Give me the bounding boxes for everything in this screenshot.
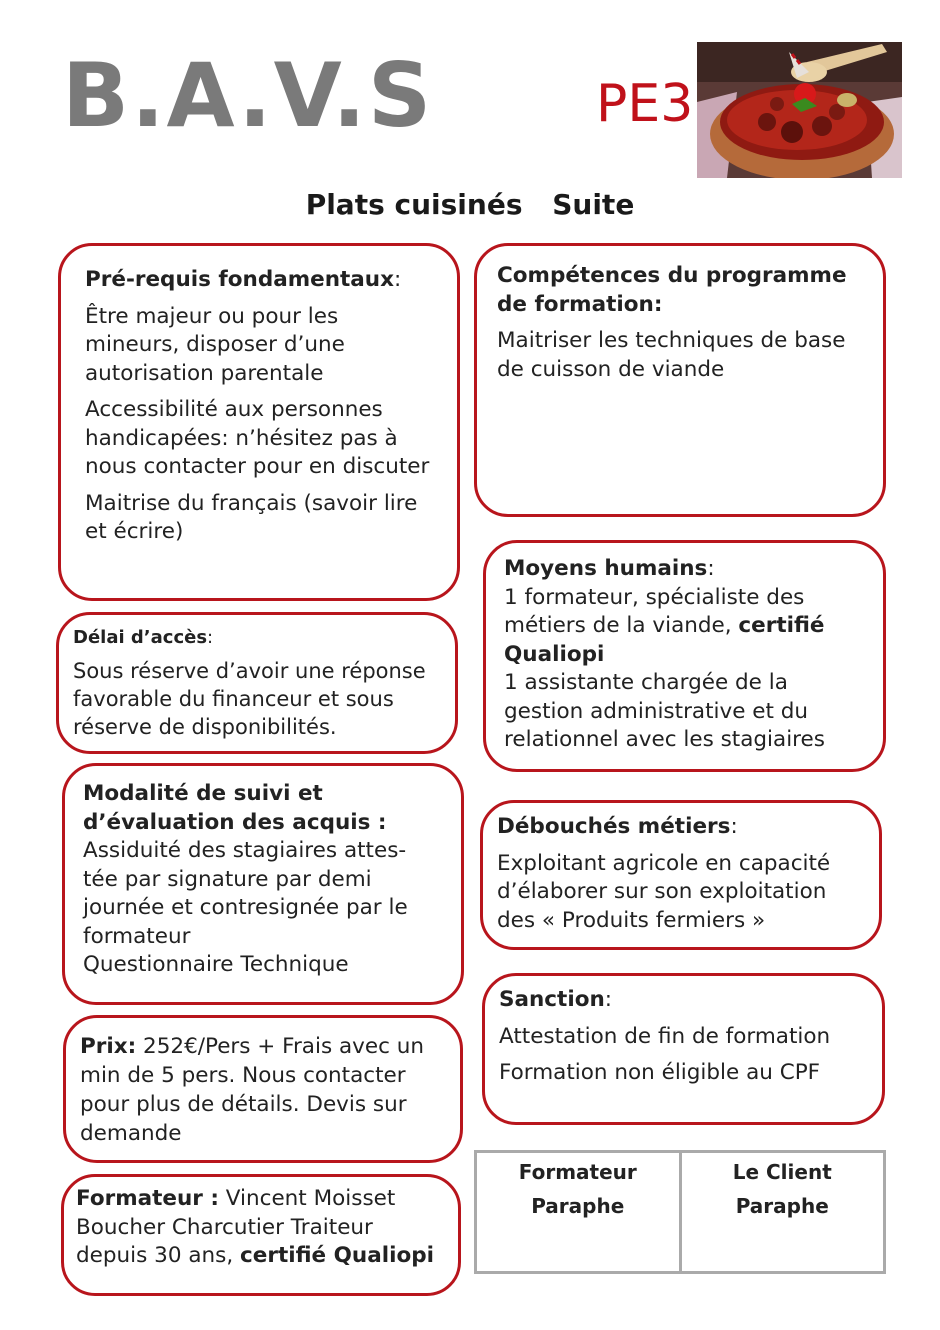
stew-illustration (697, 42, 902, 178)
competences-text: Maitriser les techniques de base de cuisson de viande (497, 328, 846, 382)
delai-text: Sous réserve d’avoir une réponse favorable du financeur et sous réserve de disponibilités. (73, 659, 426, 739)
moyens-box (483, 540, 886, 772)
formateur-text-block (76, 1185, 450, 1271)
formateur-box (61, 1174, 461, 1296)
modalite-heading: Modalité de suivi et d’évaluation des acquis : (83, 781, 387, 835)
competences-box (474, 243, 886, 517)
formateur-description: Boucher Charcutier Traiteur depuis 30 ans, (76, 1214, 373, 1268)
competences-heading: Compétences du programme de formation: (497, 263, 847, 317)
sanction-heading: Sanction (499, 987, 605, 1012)
program-code: PE3 (596, 74, 694, 134)
signature-client-title: Le Client (732, 1160, 832, 1184)
formateur-certification: certifié Qualiopi (240, 1243, 434, 1268)
signature-table (474, 1150, 886, 1274)
sanction-heading-line (499, 986, 868, 1015)
sanction-colon: : (604, 987, 613, 1012)
sanction-item: Attestation de fin de formation (499, 1023, 831, 1049)
bavs-logo: B.A.V.S (62, 44, 434, 147)
signature-formateur-cell[interactable] (477, 1153, 679, 1271)
prerequis-box (58, 243, 460, 601)
modalite-text: Assiduité des stagiaires attes- tée par signature par demi journée et contresignée par le formateur (83, 838, 408, 949)
debouches-box (480, 800, 882, 950)
debouches-heading-line (497, 813, 865, 842)
moyens-line1 (504, 584, 867, 670)
signature-client-paraphe: Paraphe (735, 1194, 829, 1218)
signature-formateur-title: Formateur (518, 1160, 637, 1184)
debouches-text: Exploitant agricole en capacité d’élaborer sur son exploitation des « Produits fermiers » (497, 850, 831, 933)
formateur-heading: Formateur : (76, 1186, 219, 1211)
debouches-heading: Débouchés métiers (497, 814, 731, 839)
subtitle-main: Plats cuisinés (305, 188, 523, 221)
prix-text: 252€/Pers + Frais avec un min de 5 pers. Nous contacter pour plus de détails. Devis sur demande (80, 1034, 425, 1146)
debouches-colon: : (730, 814, 738, 839)
modalite-box (62, 763, 464, 1005)
subtitle-suffix: Suite (552, 188, 635, 221)
delai-heading: Délai d’accès (73, 627, 208, 648)
moyens-heading-line (504, 555, 867, 584)
moyens-certification: certifié Qualiopi (504, 613, 825, 667)
prix-heading: Prix: (80, 1034, 137, 1059)
modalite-text2: Questionnaire Technique (83, 952, 349, 977)
prerequis-item: Être majeur ou pour les mineurs, disposer d’une autorisation parentale (85, 303, 345, 386)
prix-box (63, 1015, 463, 1163)
signature-formateur-paraphe: Paraphe (531, 1194, 625, 1218)
signature-client-cell[interactable] (679, 1153, 884, 1271)
delai-box (56, 612, 458, 754)
sanction-item: Formation non éligible au CPF (499, 1060, 821, 1085)
prerequis-heading-line (85, 266, 437, 295)
formateur-name: Vincent Moisset (225, 1186, 396, 1211)
sanction-box (482, 973, 885, 1125)
delai-colon: : (207, 627, 214, 648)
prerequis-item: Maitrise du français (savoir lire et écrire) (85, 490, 418, 544)
page-subtitle (0, 188, 940, 221)
prerequis-colon: : (393, 267, 402, 292)
moyens-colon: : (707, 556, 715, 581)
moyens-line2: 1 assistante chargée de la gestion administrative et du relationnel avec les stagiaires (504, 670, 825, 752)
dish-photo (697, 42, 902, 178)
moyens-line1-text: 1 formateur, spécialiste des métiers de la viande, (504, 584, 805, 638)
prix-text-block (80, 1032, 450, 1148)
moyens-heading: Moyens humains (504, 556, 708, 581)
prerequis-item: Accessibilité aux personnes handicapées: n’hésitez pas à nous contacter pour en discuter (85, 397, 430, 479)
delai-heading-line (73, 625, 445, 651)
prerequis-heading: Pré-requis fondamentaux (85, 267, 394, 292)
